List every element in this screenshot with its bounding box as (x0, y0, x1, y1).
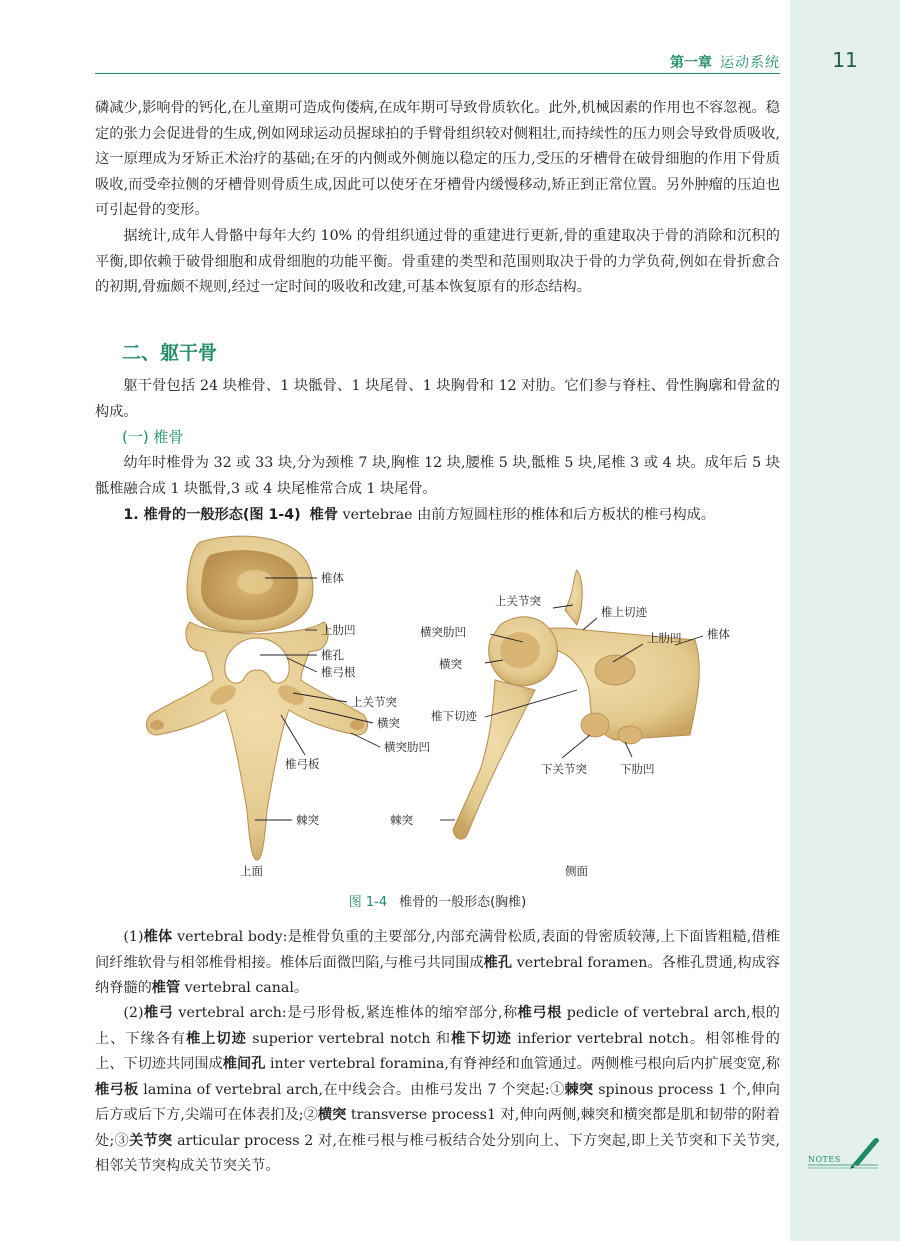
paragraph-vertebra-general (95, 503, 780, 529)
label-right-transverse: 横突 (439, 657, 462, 671)
text-segment: vertebral foramen。各椎孔贯通,构成容纳脊髓的 (95, 954, 780, 996)
subsection-title-vertebrae: (一) 椎骨 (122, 428, 184, 446)
term-vertebrae: 椎骨 (309, 507, 339, 523)
text-segment: superior vertebral notch 和 (246, 1030, 452, 1047)
paragraph-vertebral-body (95, 925, 780, 1002)
term-vertebral-body: 椎体 (143, 929, 173, 945)
label-left-lamina: 椎弓板 (285, 757, 320, 771)
text-segment: pedicle of vertebral arch,根的上、下缘各有 (95, 1005, 780, 1047)
label-left-foramen: 椎孔 (321, 648, 344, 662)
chapter-title: 运动系统 (720, 55, 780, 71)
figure-title: 椎骨的一般形态(胸椎) (399, 895, 527, 910)
label-left-sup-costal: 上肋凹 (321, 623, 356, 637)
label-left-spinous: 棘突 (296, 813, 319, 827)
label-left-pedicle: 椎弓根 (321, 665, 356, 679)
notes-label: NOTES (808, 1155, 841, 1164)
term-superior-notch: 椎上切迹 (186, 1030, 247, 1047)
text-segment: lamina of vertebral arch,在中线会合。由椎弓发出 7 个突起:① (138, 1081, 565, 1098)
vertebra-illustration (95, 530, 780, 910)
text-segment: spinous process 1 个,伸向后方或后下方,尖端可在体表扪及;② (95, 1081, 780, 1123)
paragraph-vertebral-arch (95, 1001, 780, 1180)
lateral-view-drawing (453, 570, 699, 839)
term-inferior-notch: 椎下切迹 (451, 1030, 512, 1047)
running-header (600, 52, 780, 72)
term-transverse-process: 横突 (317, 1107, 347, 1123)
text-segment: articular process 2 对,在椎弓根与椎弓板结合处分别向上、下方突起,即上关节突和下关节突,相邻关节突构成关节突关节。 (95, 1132, 780, 1174)
figure-caption (95, 891, 780, 910)
label-left-transverse: 横突 (377, 716, 400, 730)
notes-sidebar (790, 0, 900, 1241)
caption-superior-view: 上面 (240, 864, 263, 878)
term-intervertebral-foramina: 椎间孔 (222, 1056, 266, 1072)
label-left-body: 椎体 (321, 571, 344, 585)
label-right-transverse-costal: 横突肋凹 (420, 625, 466, 639)
text-segment: inter vertebral foramina,有脊神经和血管通过。两侧椎弓根向后内扩展变宽,称 (265, 1056, 780, 1072)
label-right-sup-costal: 上肋凹 (647, 631, 682, 645)
pen-icon (808, 1135, 886, 1173)
label-right-inf-articular: 下关节突 (541, 762, 587, 776)
heading-general-form: 1. 椎骨的一般形态(图 1-4) (123, 507, 301, 523)
label-right-sup-articular: 上关节突 (495, 594, 541, 608)
chapter-label: 第一章 (670, 55, 712, 71)
text-segment: (1) (123, 929, 144, 945)
figure-number: 图 1-4 (348, 895, 388, 910)
text-segment: vertebral body:是椎骨负重的主要部分,内部充满骨松质,表面的骨密质较薄,上下面皆粗糙,借椎间纤维软骨与相邻椎骨相接。椎体后面微凹陷,与椎弓共同围成 (95, 929, 780, 971)
term-vertebral-arch: 椎弓 (143, 1005, 174, 1021)
term-pedicle: 椎弓根 (517, 1005, 562, 1021)
label-right-inf-notch: 椎下切迹 (431, 709, 477, 723)
figure-1-4 (95, 530, 780, 910)
header-rule (95, 73, 780, 74)
page-number: 11 (832, 48, 858, 72)
paragraph-vertebra-count: 幼年时椎骨为 32 或 33 块,分为颈椎 7 块,胸椎 12 块,腰椎 5 块,骶椎 5 块,尾椎 3 或 4 块。成年后 5 块骶椎融合成 1 块骶骨,3 或 4 块尾椎常合成 1 块尾骨。 (95, 455, 780, 497)
label-right-inf-costal: 下肋凹 (620, 762, 655, 776)
text-segment: vertebrae 由前方短圆柱形的椎体和后方板状的椎弓构成。 (338, 507, 716, 523)
term-lamina: 椎弓板 (95, 1081, 139, 1098)
section-title-trunk-bones: 二、躯干骨 (122, 342, 218, 364)
paragraph-trunk-bones: 躯干骨包括 24 块椎骨、1 块骶骨、1 块尾骨、1 块胸骨和 12 对肋。它们参与脊柱、骨性胸廓和骨盆的构成。 (95, 378, 780, 420)
text-segment: vertebral arch:是弓形骨板,紧连椎体的缩窄部分,称 (173, 1005, 518, 1021)
paragraph-bone-mechanics: 磷减少,影响骨的钙化,在儿童期可造成佝偻病,在成年期可导致骨质软化。此外,机械因素的作用也不容忽视。稳定的张力会促进骨的生成,例如网球运动员握球拍的手臂骨组织较对侧粗壮,而持续性的压力则会导致骨质吸收,这一原理成为牙矫正术治疗的基础;在牙的内侧或外侧施以稳定的压力,受压的牙槽骨在破骨细胞的作用下骨质吸收,而受牵拉侧的牙槽骨则骨质生成,因此可以使牙在牙槽骨内缓慢移动,矫正到正常位置。另外肿瘤的压迫也可引起骨的变形。 (95, 100, 780, 218)
label-right-spinous: 棘突 (390, 813, 413, 827)
label-left-sup-articular: 上关节突 (351, 695, 397, 709)
caption-lateral-view: 侧面 (565, 864, 588, 878)
text-segment: (2) (123, 1005, 144, 1021)
paragraph-bone-remodeling: 据统计,成年人骨骼中每年大约 10% 的骨组织通过骨的重建进行更新,骨的重建取决于骨的消除和沉积的平衡,即依赖于破骨细胞和成骨细胞的功能平衡。骨重建的类型和范围则取决于骨的力学负荷,例如在骨折愈合的初期,骨痂颇不规则,经过一定时间的吸收和改建,可基本恢复原有的形态结构。 (95, 228, 780, 295)
text-segment: inferior vertebral notch。相邻椎骨的上、下切迹共同围成 (95, 1030, 780, 1072)
text-segment: vertebral canal。 (180, 980, 309, 996)
text-segment: transverse process1 对,伸向两侧,棘突和横突都是肌和韧带的附着处;③ (95, 1107, 780, 1149)
notes-badge (808, 1135, 886, 1173)
term-vertebral-foramen: 椎孔 (483, 954, 513, 971)
label-right-sup-notch: 椎上切迹 (601, 605, 647, 619)
label-left-transverse-costal: 横突肋凹 (384, 740, 430, 754)
term-articular-process: 关节突 (128, 1132, 173, 1149)
term-spinous-process: 棘突 (564, 1081, 594, 1098)
term-vertebral-canal: 椎管 (151, 980, 181, 996)
label-right-body: 椎体 (707, 627, 730, 641)
